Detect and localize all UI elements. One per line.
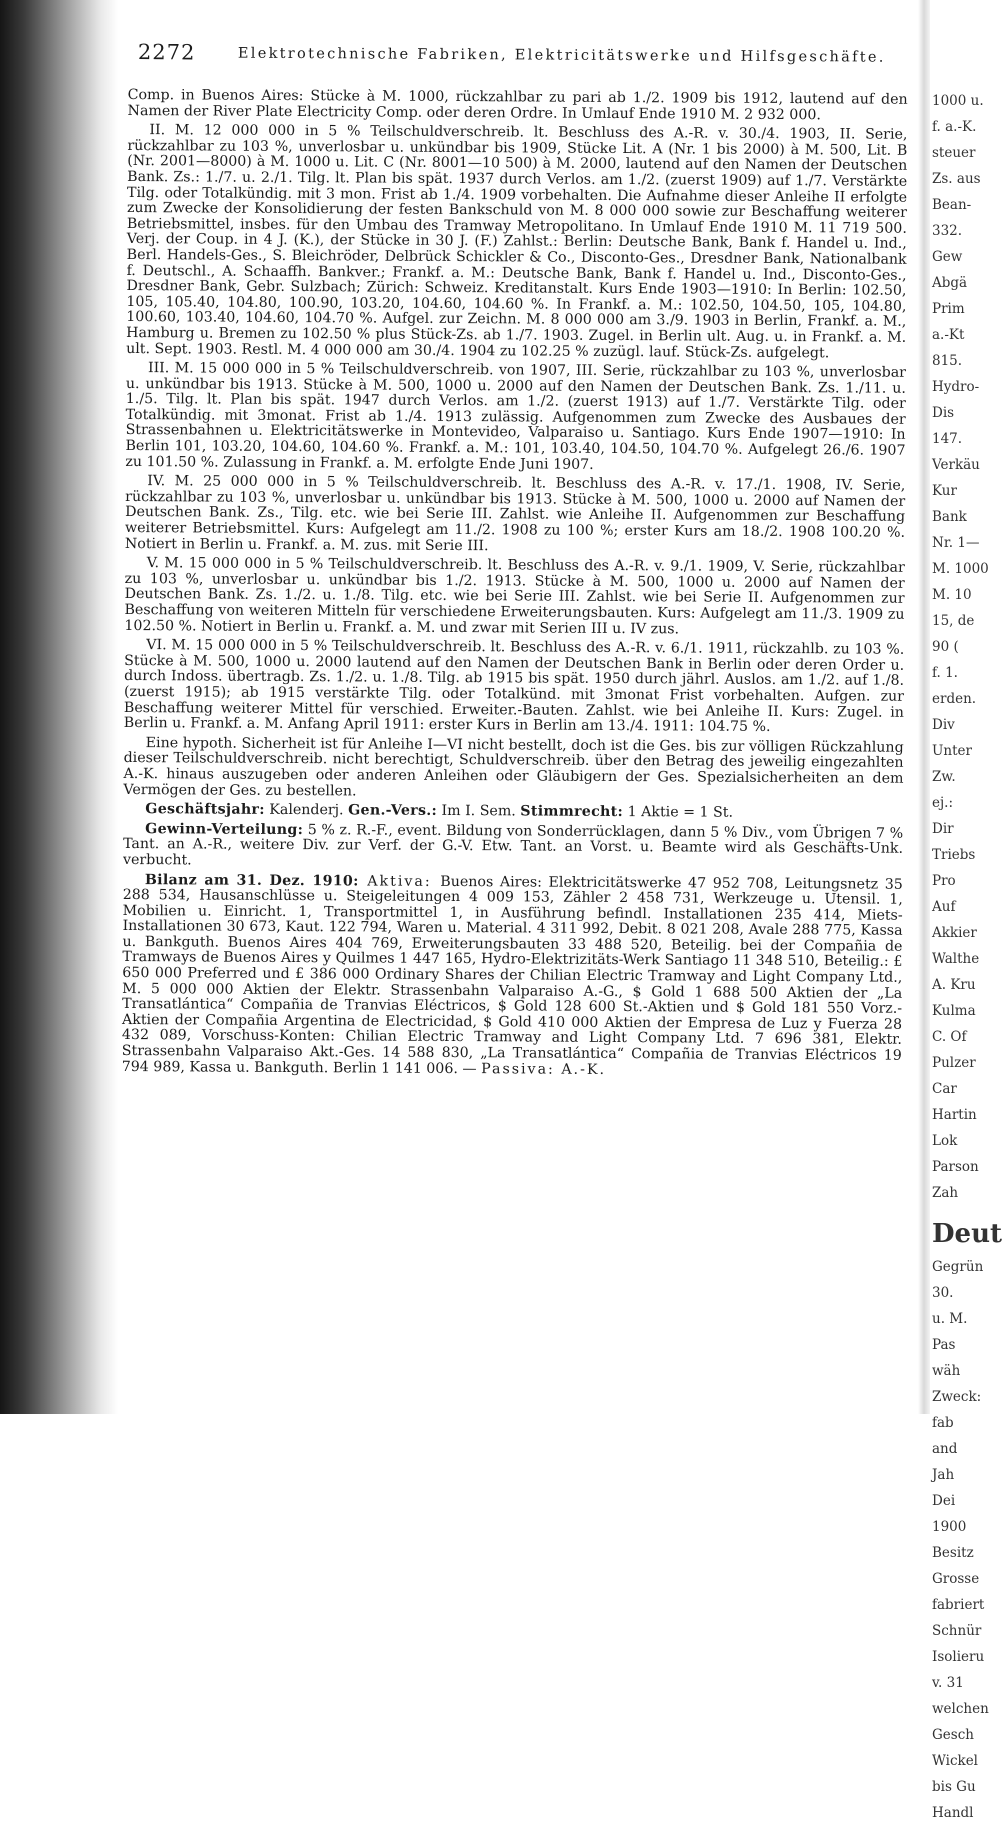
gen-vers-value: Im I. Sem. bbox=[436, 803, 521, 820]
facing-page-line: 15, de bbox=[932, 613, 975, 629]
facing-page-line: Zs. aus bbox=[932, 171, 981, 187]
facing-page-line: Hydro- bbox=[932, 379, 980, 395]
facing-page-line: fabriert bbox=[932, 1597, 985, 1613]
geschaeftsjahr-value: Kalenderj. bbox=[264, 801, 349, 819]
facing-page-line: Dir bbox=[932, 821, 954, 837]
facing-page-line: Pro bbox=[932, 873, 956, 889]
paragraph-serie-2: II. M. 12 000 000 in 5 % Teilschuldverschreib. lt. Beschluss des A.-R. v. 30./4. 1903, II. Serie, rückzahlbar zu 103 %, unverlosbar u. unkündbar bis 1909, Stücke Lit. A (Nr. 1 bis 2000) à M. 500, Lit. B (Nr. 2001—8000) à M. 1000 u. Lit. C (Nr. 8001—10 500) à M. 2000, lautend auf den Namen der Deutschen Bank. Zs.: 1./7. u. 2./1. Tilg. lt. Plan bis spät. 1937 durch Verlos. am 1./2. (zuerst 1909) auf 1./7. Verstärkte Tilg. oder Totalkündig. mit 3 mon. Frist ab 1./4. 1909 vorbehalten. Die Aufnahme dieser Anleihe II erfolgte zum Zwecke der Konsolidierung der festen Bankschuld von M. 8 000 000 sowie zur Beschaffung weiterer Betriebsmittel, insbes. für den Umbau des Tramway Metropolitano. In Umlauf Ende 1910 M. 11 719 500. Verj. der Coup. in 4 J. (K.), der Stücke in 30 J. (F.) Zahlst.: Berlin: Deutsche Bank, Bank f. Handel u. Ind., Berl. Handels-Ges., S. Bleichröder, Delbrück Schickler & Co., Disconto-Ges., Dresdner Bank, Nationalbank f. Deutschl., A. Schaaffh. Bankver.; Frankf. a. M.: Deutsche Bank, Bank f. Handel u. Ind., Disconto-Ges., Dresdner Bank, Gebr. Sulzbach; Zürich: Schweiz. Kreditanstalt. Kurs Ende 1903—1910: In Berlin: 102.50, 105, 105.40, 104.80, 100.90, 103.20, 104.60, 104.60 %. In Frankf. a. M.: 102.50, 104.50, 105, 104.80, 100.60, 103.40, 104.60, 104.70 %. Aufgel. zur Zeichn. M. 8 000 000 am 3./9. 1903 in Berlin, Frankf. a. M., Hamburg u. Bremen zu 102.50 % plus Stück-Zs. ab 1./7. 1903. Zugel. in Berlin ult. Aug. u. in Frankf. a. M. ult. Sept. 1903. Restl. M. 4 000 000 am 30./4. 1904 zu 102.25 % zuzügl. lauf. Stück-Zs. aufgelegt. bbox=[126, 122, 908, 361]
facing-page-line: Grosse bbox=[932, 1571, 980, 1587]
paragraph-serie-3: III. M. 15 000 000 in 5 % Teilschuldverschreib. von 1907, III. Serie, rückzahlbar zu 103 %, unverlosbar u. unkündbar bis 1913. Stücke à M. 500, 1000 u. 2000 auf den Namen der Deutschen Bank. Zs. 1./11. u. 1./5. Tilg. lt. Plan bis spät. 1947 durch Verlos. am 1./2. (zuerst 1913) auf 1./7. Verstärkte Tilg. oder Totalkündig. mit 3monat. Frist ab 1./4. 1913 zulässig. Aufgenommen zum Zwecke des Ausbaues der Strassenbahnen u. Elektricitätswerke in Montevideo, Valparaiso u. Santiago. Kurs Ende 1907—1910: In Berlin 101, 103.20, 104.60, 104.60 %. Frankf. a. M.: 101, 103.40, 104.50, 104.70 %. Aufgelegt 26./6. 1907 zu 101.50 %. Zulassung in Frankf. a. M. erfolgte Ende Juni 1907. bbox=[125, 360, 907, 473]
facing-page-line: Lok bbox=[932, 1133, 958, 1149]
paragraph-serie-4: IV. M. 25 000 000 in 5 % Teilschuldverschreib. lt. Beschluss des A.-R. v. 17./1. 1908, IV. Serie, rückzahlbar zu 103 %, unverlosbar u. unkündbar bis 1913. Stücke à M. 500, 1000 u. 2000 auf Namen der Deutschen Bank. Zs., Tilg. etc. wie bei Serie III. Zahlst. wie Anleihe II. Aufgenommen zur Beschaffung weiterer Betriebsmittel. Kurs: Aufgelegt am 11./2. 1908 zu 100 %; erster Kurs am 18./2. 1908 100.20 %. Notiert in Berlin u. Frankf. a. M. zus. mit Serie III. bbox=[124, 473, 906, 554]
facing-page-line: 1900 bbox=[932, 1519, 967, 1535]
facing-page-line: Zweck: bbox=[932, 1389, 982, 1405]
facing-page-line: Gew bbox=[932, 249, 963, 265]
facing-page-line: Bean- bbox=[932, 197, 972, 213]
facing-page-line: Gesch bbox=[932, 1727, 974, 1743]
facing-page-line: A. Kru bbox=[932, 977, 976, 993]
paragraph-geschaeftsjahr bbox=[123, 802, 903, 822]
gen-vers-label: Gen.-Vers.: bbox=[348, 802, 438, 820]
facing-page-line: Unter bbox=[932, 743, 972, 759]
binding-gutter bbox=[0, 0, 118, 1414]
facing-page-line: Triebs bbox=[932, 847, 976, 863]
facing-page-line: Div bbox=[932, 717, 955, 733]
facing-page-line: Abgä bbox=[932, 275, 968, 291]
facing-page-heading: Deut bbox=[932, 1219, 1002, 1249]
facing-page-line: Verkäu bbox=[932, 457, 980, 473]
facing-page-edge bbox=[932, 88, 1002, 1821]
facing-page-line: fab bbox=[932, 1415, 954, 1431]
facing-page-line: 147. bbox=[932, 431, 963, 447]
bilanz-aktiva-text: Buenos Aires: Elektricitätswerke 47 952 708, Leitungsnetz 35 288 534, Hausanschlüsse u. Steigeleitungen 4 009 153, Zähler 2 458 731, Werkzeuge u. Utensil. 1, Mobilien u. Einricht. 1, Transportmittel 1, in Ausführung befindl. Installationen 235 414, Miets-Installationen 30 673, Kaut. 122 794, Waren u. Material. 4 311 992, Debit. 8 021 208, Avale 288 775, Kassa u. Bankguth. Buenos Aires 404 769, Erweiterungsbauten 33 488 520, Beteilig. bei der Compañia de Tramways de Buenos Aires y Quilmes 1 447 165, Hydro-Elektrizitäts-Werk Santiago 11 348 510, Beteilig.: £ 650 000 Preferred und £ 386 000 Ordinary Shares der Chilian Electric Tramway and Light Company Ltd., M. 5 000 000 Aktien der Elektr. Strassenbahn Valparaiso A.-G., $ Gold 1 688 500 Aktien der „La Transatlántica“ Compañia de Tranvias Eléctricos, $ Gold 128 600 St.-Aktien und $ Gold 181 550 Vorz.-Aktien der Compañia Argentina de Electricidad, $ Gold 410 000 Aktien der Empresa de Luz y Fuerza 28 432 089, Vorschuss-Konten: Chilian Electric Tramway and Light Company Ltd. 7 696 381, Elektr. Strassenbahn Valparaiso Akt.-Ges. 14 588 830, „La Transatlántica“ Compañia de Tranvias Eléctricos 19 794 989, Kassa u. Bankguth. Berlin 1 141 006. — bbox=[121, 873, 903, 1077]
facing-page-line: Nr. 1— bbox=[932, 535, 980, 551]
paragraph-sicherheit: Eine hypoth. Sicherheit ist für Anleihe I—VI nicht bestellt, doch ist die Ges. bis zur völligen Rückzahlung dieser Teilschuldverschreib. nicht berechtigt, Schuldverschreib. über den Betrag des jeweilig eingezahlten A.-K. hinaus auszugeben oder anderen Anleihen oder Gläubigern der Ges. Spezialsicherheiten an dem Vermögen der Ges. zu bestellen. bbox=[123, 734, 904, 799]
facing-page-line: a.-Kt bbox=[932, 327, 965, 343]
facing-page-line: C. Of bbox=[932, 1029, 967, 1045]
facing-page-line: Zw. bbox=[932, 769, 956, 785]
facing-page-line: 332. bbox=[932, 223, 963, 239]
paragraph-gewinn-verteilung bbox=[123, 822, 903, 874]
facing-page-line: Prim bbox=[932, 301, 965, 317]
paragraph-bilanz bbox=[122, 872, 903, 1079]
gewinn-verteilung-value: 5 % z. R.-F., event. Bildung von Sonderrücklagen, dann 5 % Div., vom Übrigen 7 % Tant. an A.-R., weitere Div. zur Verf. der G.-V. Etw. Tant. an Vorst. u. Beamte wird als Geschäfts-Unk. verbucht. bbox=[122, 821, 904, 869]
facing-page-line: Dis bbox=[932, 405, 955, 421]
facing-page-line: Dei bbox=[932, 1493, 956, 1509]
facing-page-line: Handl bbox=[932, 1805, 974, 1821]
facing-page-line: Wickel bbox=[932, 1753, 979, 1769]
facing-page-line: f. 1. bbox=[932, 665, 958, 681]
facing-page-line: Pas bbox=[932, 1337, 956, 1353]
facing-page-line: welchen bbox=[932, 1701, 989, 1717]
facing-page-lines bbox=[932, 88, 1000, 1206]
facing-page-line: u. M. bbox=[932, 1311, 968, 1327]
gewinn-verteilung-label: Gewinn-Verteilung: bbox=[145, 820, 304, 838]
facing-page-line: v. 31 bbox=[932, 1675, 964, 1691]
aktiva-label: Aktiva: bbox=[358, 872, 441, 890]
facing-page-line: Kur bbox=[932, 483, 957, 499]
facing-page-line: 1000 u. bbox=[932, 93, 984, 109]
paragraph-serie-5: V. M. 15 000 000 in 5 % Teilschuldverschreib. lt. Beschluss des A.-R. v. 9./1. 1909, V. Serie, rückzahlbar zu 103 %, unverlosbar u. unkündbar bis 1./2. 1913. Stücke à M. 500, 1000 u. 2000 auf Namen der Deutschen Bank. Zs. 1./2. u. 1./8. Tilg. etc. wie bei Serie III. Zahlst. wie bei Serie II. Aufgenommen zur Beschaffung von weiteren Mitteln für verschiedene Erweiterungsbauten. Kurs: Aufgelegt am 11./3. 1909 zu 102.50 %. Notiert in Berlin u. Frankf. a. M. und zwar mit Serien III u. IV zus. bbox=[124, 555, 905, 637]
facing-page-line: 815. bbox=[932, 353, 963, 369]
facing-page-line: Walthe bbox=[932, 951, 980, 967]
facing-page-line: Kulma bbox=[932, 1003, 976, 1019]
facing-page-line: erden. bbox=[932, 691, 977, 707]
facing-page-line: 90 ( bbox=[932, 639, 959, 655]
facing-page-line: steuer bbox=[932, 145, 976, 161]
facing-page-line: Auf bbox=[932, 899, 956, 915]
facing-page-line: Hartin bbox=[932, 1107, 977, 1123]
facing-page-line: Pulzer bbox=[932, 1055, 976, 1071]
stimmrecht-label: Stimmrecht: bbox=[520, 803, 624, 821]
page-fold-shadow bbox=[918, 0, 930, 1414]
facing-page-line: Zah bbox=[932, 1185, 959, 1201]
facing-page-line: f. a.-K. bbox=[932, 119, 977, 135]
facing-page-lines-2 bbox=[932, 1254, 1000, 1826]
paragraph-serie-6: VI. M. 15 000 000 in 5 % Teilschuldverschreib. lt. Beschluss des A.-R. v. 6./1. 1911, rückzahlb. zu 103 %. Stücke à M. 500, 1000 u. 2000 lautend auf den Namen der Deutschen Bank in Berlin oder deren Order u. durch Indoss. übertragb. Zs. 1./2. u. 1./8. Tilg. ab 1915 bis spät. 1950 durch jährl. Auslos. am 1./2. auf 1./8. (zuerst 1915); ab 1915 verstärkte Tilg. oder Totalkünd. mit 3monat Frist vorbehalten. Aufgen. zur Beschaffung weiterer Mittel für verschied. Erweiter.-Bauten. Zahlst. wie bei Anleihe II. Kurs: Zugel. in Berlin u. Frankf. a. M. Anfang April 1911: erster Kurs in Berlin am 13./4. 1911: 104.75 %. bbox=[123, 637, 905, 736]
page-number: 2272 bbox=[137, 40, 196, 65]
facing-page-line: Parson bbox=[932, 1159, 979, 1175]
facing-page-line: ej.: bbox=[932, 795, 954, 811]
facing-page-line: Schnür bbox=[932, 1623, 982, 1639]
facing-page-line: and bbox=[932, 1441, 958, 1457]
running-title: Elektrotechnische Fabriken, Elektricitätswerke und Hilfsgeschäfte. bbox=[237, 45, 886, 66]
page-left bbox=[122, 40, 908, 1084]
facing-page-line: Jah bbox=[932, 1467, 955, 1483]
facing-page-line: bis Gu bbox=[932, 1779, 976, 1795]
facing-page-line: M. 1000 bbox=[932, 561, 989, 577]
facing-page-line: Bank bbox=[932, 509, 967, 525]
facing-page-line: Besitz bbox=[932, 1545, 974, 1561]
facing-page-line: Car bbox=[932, 1081, 957, 1097]
facing-page-line: Isolieru bbox=[932, 1649, 985, 1665]
page-header bbox=[128, 40, 908, 79]
paragraph-comp: Comp. in Buenos Aires: Stücke à M. 1000, rückzahlbar zu pari ab 1./2. 1909 bis 1912, lautend auf den Namen der River Plate Electricity Comp. oder deren Ordre. In Umlauf Ende 1910 M. 2 932 000. bbox=[127, 86, 908, 123]
facing-page-line: wäh bbox=[932, 1363, 961, 1379]
bilanz-label: Bilanz am 31. Dez. 1910: bbox=[144, 871, 359, 889]
stimmrecht-value: 1 Aktie = 1 St. bbox=[623, 804, 734, 821]
facing-page-line: Gegrün bbox=[932, 1259, 984, 1275]
passiva-label: Passiva: A.-K. bbox=[481, 1060, 607, 1078]
geschaeftsjahr-label: Geschäftsjahr: bbox=[145, 801, 265, 818]
facing-page-line: M. 10 bbox=[932, 587, 972, 603]
facing-page-line: Akkier bbox=[932, 925, 977, 941]
main-text bbox=[122, 88, 908, 1080]
facing-page-line: 30. bbox=[932, 1285, 954, 1301]
